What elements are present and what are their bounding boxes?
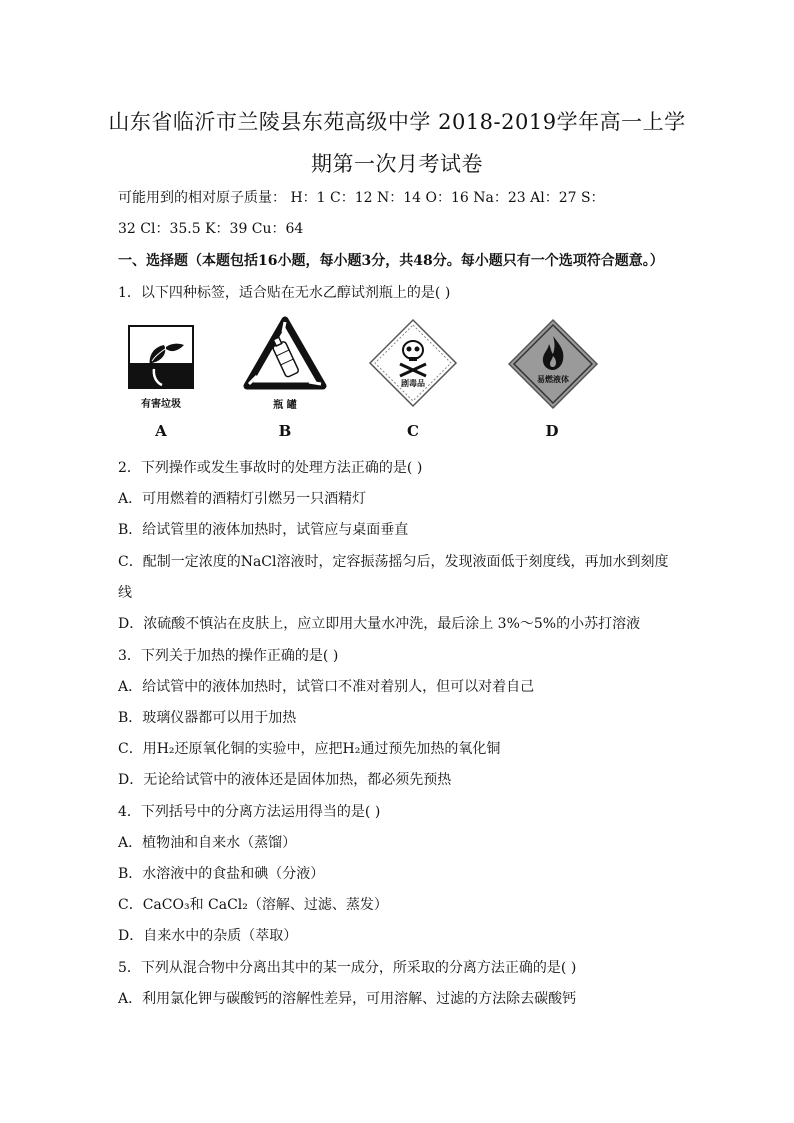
sign-toxic: [368, 318, 458, 408]
question-4-option-b: B．水溶液中的食盐和碘（分液）: [118, 866, 325, 882]
sign-a-letter: A: [155, 422, 167, 440]
question-1-stem: 1．以下四种标签，适合贴在无水乙醇试剂瓶上的是( ): [118, 285, 451, 301]
sign-d-caption: 易燃液体: [537, 374, 569, 384]
atomic-mass-line-2: 32 Cl：35.5 K：39 Cu：64: [118, 221, 304, 237]
sign-a-caption: 有害垃圾: [141, 399, 181, 410]
section-heading: 一、选择题（本题包括16小题，每小题3分，共48分。每小题只有一个选项符合题意。）: [118, 253, 664, 269]
question-5-stem: 5．下列从混合物中分离出其中的某一成分，所采取的分离方法正确的是( ): [118, 960, 577, 976]
question-4-option-d: D．自来水中的杂质（萃取）: [118, 928, 298, 944]
sign-d-letter: D: [545, 422, 559, 440]
sign-b-caption: 瓶 罐: [273, 400, 297, 411]
sign-c-letter: C: [407, 422, 419, 440]
question-2-option-c: C．配制一定浓度的NaCl溶液时，定容振荡摇匀后，发现液面低于刻度线，再加水到刻度: [118, 554, 669, 570]
question-4-option-c: C．CaCO₃和 CaCl₂（溶解、过滤、蒸发）: [118, 897, 388, 913]
flame-icon: [507, 318, 599, 410]
question-4-option-a: A．植物油和自来水（蒸馏）: [118, 835, 297, 851]
sign-flammable: [507, 318, 599, 410]
question-3-stem: 3．下列关于加热的操作正确的是( ): [118, 648, 339, 664]
question-5-option-a: A．利用氯化钾与碳酸钙的溶解性差异，可用溶解、过滤的方法除去碳酸钙: [118, 991, 577, 1007]
question-2-option-a: A．可用燃着的酒精灯引燃另一只酒精灯: [118, 491, 367, 507]
question-2-option-c-cont: 线: [118, 585, 132, 601]
question-2-option-b: B．给试管里的液体加热时，试管应与桌面垂直: [118, 522, 409, 538]
question-3-option-c: C．用H₂还原氧化铜的实验中，应把H₂通过预先加热的氧化铜: [118, 741, 501, 757]
sign-bottles-cans: [243, 316, 327, 411]
sign-b-letter: B: [278, 422, 292, 440]
question-3-option-d: D．无论给试管中的液体还是固体加热，都必须先预热: [118, 772, 452, 788]
sign-harmful-waste: [128, 325, 194, 410]
question-3-option-b: B．玻璃仪器都可以用于加热: [118, 710, 297, 726]
skull-crossbones-icon: [368, 318, 458, 408]
sign-c-caption: 剧毒品: [401, 378, 425, 388]
question-2-option-d: D．浓硫酸不慎沾在皮肤上，应立即用大量水冲洗，最后涂上 3%～5%的小苏打溶液: [118, 616, 641, 632]
exam-title-line-2: 期第一次月考试卷: [311, 152, 483, 176]
question-2-stem: 2．下列操作或发生事故时的处理方法正确的是( ): [118, 460, 423, 476]
question-4-stem: 4．下列括号中的分离方法运用得当的是( ): [118, 804, 381, 820]
atomic-mass-line-1: 可能用到的相对原子质量： H：1 C：12 N：14 O：16 Na：23 Al：27 S：: [118, 190, 605, 206]
question-3-option-a: A．给试管中的液体加热时，试管口不准对着别人，但可以对着自己: [118, 679, 535, 695]
recycle-bottle-icon: [243, 316, 327, 390]
exam-title-line-1: 山东省临沂市兰陵县东苑高级中学 2018-2019学年高一上学: [108, 110, 686, 134]
harmful-waste-icon: [128, 325, 194, 395]
